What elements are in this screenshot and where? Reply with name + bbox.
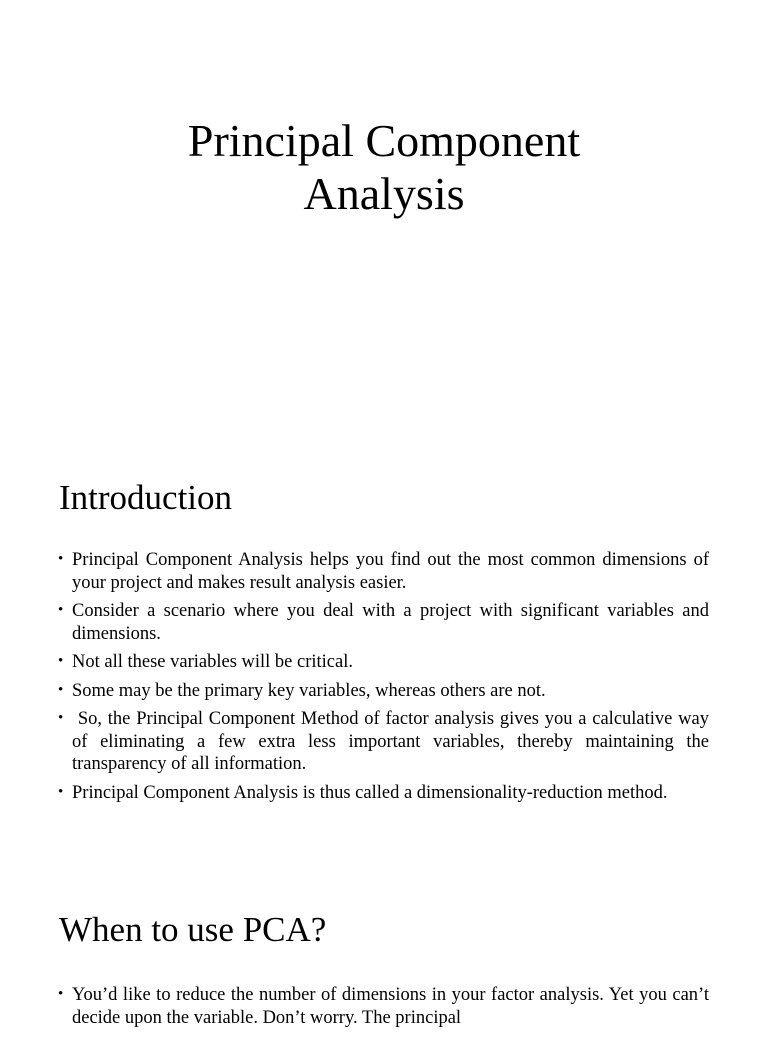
title-line-1: Principal Component (187, 115, 581, 166)
introduction-slide (0, 432, 768, 864)
bullet-icon: • (58, 653, 64, 669)
bullet-icon: • (58, 551, 64, 567)
bullet-text: Principal Component Analysis helps you find out the most common dimensions of your project and makes result analysis easier. (72, 550, 709, 593)
bullet-icon: • (58, 986, 64, 1002)
when-to-use-heading: When to use PCA? (59, 910, 327, 949)
bullet-icon: • (58, 783, 64, 800)
bullet-text: Principal Component Analysis is thus called a dimensionality-reduction method. (72, 782, 668, 803)
bullet-item (58, 600, 709, 645)
title-slide (0, 0, 768, 432)
introduction-bullet-list (58, 549, 714, 810)
title-line-2: Analysis (303, 168, 465, 219)
bullet-item (58, 782, 709, 805)
when-to-use-bullet-list (58, 984, 709, 1035)
bullet-item (58, 708, 714, 776)
document-title (0, 114, 768, 220)
bullet-icon: • (58, 602, 64, 618)
bullet-item (58, 549, 709, 594)
bullet-text: Consider a scenario where you deal with a project with significant variables and dimensions. (72, 601, 709, 644)
bullet-text: Not all these variables will be critical. (72, 652, 353, 672)
bullet-icon: • (58, 681, 64, 698)
bullet-item (58, 651, 709, 674)
when-to-use-slide (0, 864, 768, 1064)
bullet-text: You’d like to reduce the number of dimensions in your factor analysis. Yet you can’t decide upon the variable. Don’t worry. The principal (72, 985, 709, 1028)
introduction-heading: Introduction (59, 478, 233, 517)
bullet-item (58, 984, 709, 1029)
bullet-text: Some may be the primary key variables, whereas others are not. (72, 680, 546, 701)
bullet-text: So, the Principal Component Method of factor analysis gives you a calculative way of eliminating a few extra less important variables, thereby maintaining the transparency of all information. (72, 709, 714, 774)
bullet-item (58, 680, 709, 703)
bullet-icon: • (58, 710, 64, 726)
